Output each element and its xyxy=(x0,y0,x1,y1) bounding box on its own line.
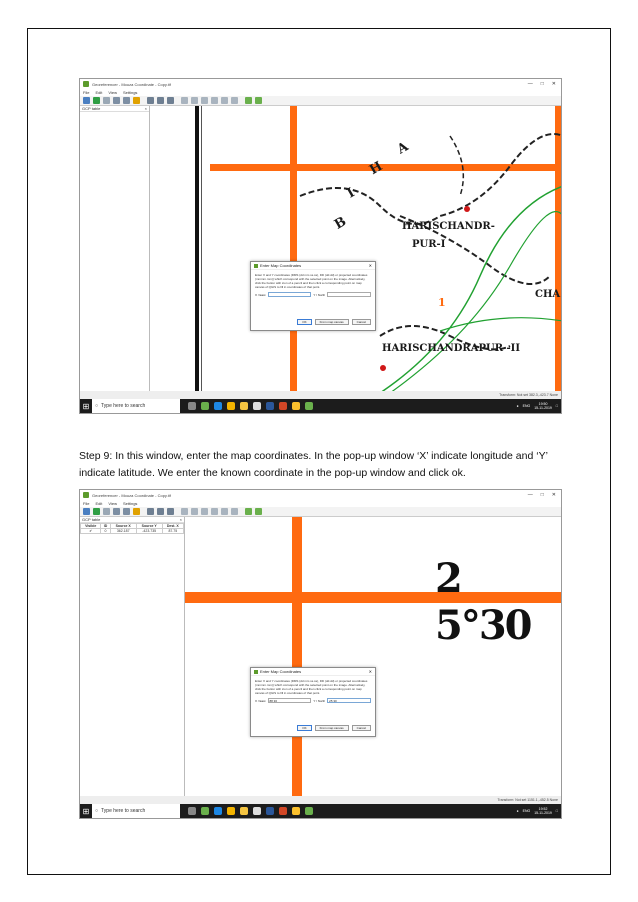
district-boundary xyxy=(300,134,561,224)
tray-date: 15-11-2019 xyxy=(534,811,552,815)
map-label-place1-line1: HARISCHANDR- xyxy=(402,221,495,232)
road-line xyxy=(380,186,561,391)
map-label-number: 1 xyxy=(438,296,446,309)
map-canvas[interactable] xyxy=(150,106,561,391)
link-qgis-icon[interactable] xyxy=(255,97,262,104)
qgis-taskbar-icon[interactable] xyxy=(201,402,209,410)
menu-settings[interactable]: Settings xyxy=(122,501,138,506)
search-icon: ○ xyxy=(95,808,99,814)
settings-gear-icon[interactable] xyxy=(133,508,140,515)
link-georef-icon[interactable] xyxy=(245,97,252,104)
close-icon[interactable]: ✕ xyxy=(551,492,556,498)
zoom-next-icon[interactable] xyxy=(231,97,238,104)
enter-map-coordinates-dialog xyxy=(250,261,376,331)
dialog-close-icon[interactable]: ✕ xyxy=(368,669,372,674)
edge-icon[interactable] xyxy=(214,402,222,410)
menu-view[interactable]: View xyxy=(108,501,117,506)
location-dot xyxy=(380,365,386,371)
gcp-table-panel xyxy=(80,106,150,391)
close-icon[interactable]: ✕ xyxy=(551,81,556,87)
step-9-caption: Step 9: In this window, enter the map coordinates. In the pop-up window ‘X’ indicate longitude and ‘Y’ indicate latitude. We enter the known coordinate in the pop-up window and click ok. xyxy=(79,450,548,479)
menu-edit[interactable]: Edit xyxy=(95,501,103,506)
qgis-logo-icon xyxy=(83,492,89,498)
qgis-taskbar-icon[interactable] xyxy=(201,807,209,815)
chrome-icon[interactable] xyxy=(292,807,300,815)
link-qgis-icon[interactable] xyxy=(255,508,262,515)
map-border-line-thin xyxy=(201,106,202,391)
people-icon[interactable]: ● xyxy=(516,404,519,408)
word-icon[interactable] xyxy=(266,402,274,410)
taskbar-search[interactable] xyxy=(92,804,180,818)
dialog-instructions: Enter X and Y coordinates (DMS (dd mm ss.ss), DD (dd.dd) or projected coordinates (mmmm.mm)) which correspond with the selected point on the image. Alternatively, click the button with icon of a pencil and then click a corresponding point on map canvas of QGIS to fill in coordinates of that point. xyxy=(255,679,368,695)
cell-source-x: 362.187 xyxy=(110,529,136,534)
tray-date: 15-11-2019 xyxy=(534,406,552,410)
gcp-table-panel xyxy=(80,517,185,796)
cell-dest-x: 87.75 xyxy=(162,529,183,534)
grid-line-vertical-right xyxy=(555,106,561,391)
screenshot-georeferencer-1 xyxy=(79,78,562,414)
save-gcp-icon[interactable] xyxy=(103,97,110,104)
zoom-next-icon[interactable] xyxy=(231,508,238,515)
delete-point-icon[interactable] xyxy=(157,508,164,515)
move-point-icon[interactable] xyxy=(167,508,174,515)
app-icon[interactable] xyxy=(227,402,235,410)
gcp-table-title: GCP table xyxy=(82,106,101,111)
dialog-title: Enter Map Coordinates xyxy=(260,263,302,268)
visible-checkbox[interactable]: ✔ xyxy=(81,529,101,534)
y-north-input[interactable]: 25 30 xyxy=(327,698,371,703)
windows-start-icon[interactable]: ⊞ xyxy=(82,401,90,411)
location-dot xyxy=(464,206,470,212)
maximize-icon[interactable]: □ xyxy=(540,492,544,498)
menu-view[interactable]: View xyxy=(108,90,117,95)
grid-line-vertical xyxy=(292,517,302,796)
zoom-last-icon[interactable] xyxy=(221,97,228,104)
windows-taskbar xyxy=(80,399,561,413)
start-georeferencing-icon[interactable] xyxy=(93,508,100,515)
menu-edit[interactable]: Edit xyxy=(95,90,103,95)
store-icon[interactable] xyxy=(253,402,261,410)
add-point-icon[interactable] xyxy=(147,97,154,104)
window-title: Georeferencer - Mouza Coordinate - Copy.tif xyxy=(92,81,171,87)
y-north-label: Y / North xyxy=(313,292,326,297)
open-raster-icon[interactable] xyxy=(83,97,90,104)
load-gcp-icon[interactable] xyxy=(113,97,120,104)
screenshot-georeferencer-2 xyxy=(79,489,562,819)
app-icon[interactable] xyxy=(227,807,235,815)
x-east-input[interactable] xyxy=(268,292,312,297)
tray-time: 19:52 xyxy=(538,807,548,811)
minimize-icon[interactable]: — xyxy=(527,81,533,87)
powerpoint-icon[interactable] xyxy=(279,402,287,410)
menubar xyxy=(80,89,561,96)
map-border-line xyxy=(195,106,199,391)
toolbar xyxy=(80,507,561,517)
map-label-place2: HARISCHANDRAPUR -II xyxy=(382,343,521,354)
link-georef-icon[interactable] xyxy=(245,508,252,515)
menu-settings[interactable]: Settings xyxy=(122,90,138,95)
qgis-logo-icon xyxy=(254,264,258,268)
powerpoint-icon[interactable] xyxy=(279,807,287,815)
dialog-title: Enter Map Coordinates xyxy=(260,669,302,674)
save-gcp-as-icon[interactable] xyxy=(123,97,130,104)
move-point-icon[interactable] xyxy=(167,97,174,104)
map-label-bihar-h: H xyxy=(367,158,386,179)
from-map-canvas-button[interactable]: From map canvas xyxy=(315,319,349,325)
map-coordinate-text: 2 5°30 xyxy=(435,555,531,649)
zoom-in-icon[interactable] xyxy=(191,97,198,104)
x-east-label: X / East xyxy=(255,698,266,703)
dialog-instructions: Enter X and Y coordinates (DMS (dd mm ss.ss), DD (dd.dd) or projected coordinates (mmmm.mm)) which correspond with the selected point on the image. Alternatively, click the button with icon of a pencil and then click a corresponding point on map canvas of QGIS to fill in coordinates of that point. xyxy=(255,273,368,289)
map-canvas[interactable] xyxy=(185,517,561,796)
col-visible[interactable]: Visible xyxy=(81,524,101,529)
panel-close-icon[interactable]: × xyxy=(179,517,182,522)
edge-icon[interactable] xyxy=(214,807,222,815)
file-explorer-icon[interactable] xyxy=(240,402,248,410)
from-map-canvas-button[interactable]: From map canvas xyxy=(315,725,349,731)
panel-close-icon[interactable]: × xyxy=(144,106,147,111)
save-gcp-icon[interactable] xyxy=(103,508,110,515)
zoom-out-icon[interactable] xyxy=(201,508,208,515)
status-bar: Transform: Not set 1151.1,-452.5 None xyxy=(80,796,561,804)
gcp-table xyxy=(80,523,184,534)
table-row[interactable] xyxy=(81,529,184,534)
col-source-x[interactable]: Source X xyxy=(110,524,136,529)
file-explorer-icon[interactable] xyxy=(240,807,248,815)
pan-icon[interactable] xyxy=(181,508,188,515)
task-view-icon[interactable] xyxy=(188,402,196,410)
maximize-icon[interactable]: □ xyxy=(540,81,544,87)
map-label-bihar-i: I xyxy=(344,185,358,202)
col-source-y[interactable]: Source Y xyxy=(136,524,162,529)
save-gcp-as-icon[interactable] xyxy=(123,508,130,515)
cell-source-y: -423.735 xyxy=(136,529,162,534)
col-dest-x[interactable]: Dest. X xyxy=(162,524,183,529)
menu-file[interactable]: File xyxy=(83,501,90,506)
zoom-out-icon[interactable] xyxy=(201,97,208,104)
y-north-label: Y / North xyxy=(313,698,326,703)
col-id[interactable]: ID xyxy=(101,524,110,529)
ok-button[interactable]: OK xyxy=(297,725,311,731)
tray-time: 19:50 xyxy=(538,402,548,406)
delete-point-icon[interactable] xyxy=(157,97,164,104)
map-label-bihar-a: A xyxy=(394,139,412,158)
cell-id: 0 xyxy=(101,529,110,534)
map-label-bihar-b: B xyxy=(331,214,350,233)
people-icon[interactable]: ● xyxy=(516,809,519,813)
pan-icon[interactable] xyxy=(181,97,188,104)
zoom-last-icon[interactable] xyxy=(221,508,228,515)
open-raster-icon[interactable] xyxy=(83,508,90,515)
toolbar xyxy=(80,96,561,106)
load-gcp-icon[interactable] xyxy=(113,508,120,515)
start-georeferencing-icon[interactable] xyxy=(93,97,100,104)
grid-line-vertical xyxy=(290,106,297,391)
store-icon[interactable] xyxy=(253,807,261,815)
menu-file[interactable]: File xyxy=(83,90,90,95)
enter-map-coordinates-dialog xyxy=(250,667,376,737)
minimize-icon[interactable]: — xyxy=(527,492,533,498)
window-titlebar xyxy=(80,490,561,500)
qgis-active-icon[interactable] xyxy=(305,807,313,815)
x-east-input[interactable]: 88 30 xyxy=(268,698,312,703)
chrome-icon[interactable] xyxy=(292,402,300,410)
zoom-layer-icon[interactable] xyxy=(211,508,218,515)
taskbar-search-placeholder: Type here to search xyxy=(101,403,146,409)
status-bar: Transform: Not set 382.3,-423.7 None xyxy=(80,391,561,399)
x-east-label: X / East xyxy=(255,292,266,297)
window-title: Georeferencer - Mouza Coordinate - Copy.tif xyxy=(92,492,171,498)
qgis-active-icon[interactable] xyxy=(305,402,313,410)
zoom-in-icon[interactable] xyxy=(191,508,198,515)
qgis-logo-icon xyxy=(254,670,258,674)
map-label-partial: CHA xyxy=(535,289,561,300)
cancel-button[interactable]: Cancel xyxy=(352,725,371,731)
windows-taskbar xyxy=(80,804,561,818)
map-label-place1-line2: PUR-I xyxy=(412,239,446,250)
ok-button[interactable]: OK xyxy=(297,319,311,325)
dialog-close-icon[interactable]: ✕ xyxy=(368,263,372,268)
taskbar-search[interactable] xyxy=(92,399,180,413)
settings-gear-icon[interactable] xyxy=(133,97,140,104)
search-icon: ○ xyxy=(95,403,99,409)
menubar xyxy=(80,500,561,507)
notification-icon[interactable]: □ xyxy=(555,404,558,408)
tray-lang[interactable]: ENG xyxy=(522,809,531,813)
qgis-logo-icon xyxy=(83,81,89,87)
task-view-icon[interactable] xyxy=(188,807,196,815)
zoom-layer-icon[interactable] xyxy=(211,97,218,104)
taskbar-search-placeholder: Type here to search xyxy=(101,808,146,814)
tray-lang[interactable]: ENG xyxy=(522,404,531,408)
y-north-input[interactable] xyxy=(327,292,371,297)
notification-icon[interactable]: □ xyxy=(555,809,558,813)
gcp-table-title: GCP table xyxy=(82,517,101,522)
word-icon[interactable] xyxy=(266,807,274,815)
road-line xyxy=(440,318,561,331)
windows-start-icon[interactable]: ⊞ xyxy=(82,806,90,816)
cancel-button[interactable]: Cancel xyxy=(352,319,371,325)
add-point-icon[interactable] xyxy=(147,508,154,515)
window-titlebar xyxy=(80,79,561,89)
